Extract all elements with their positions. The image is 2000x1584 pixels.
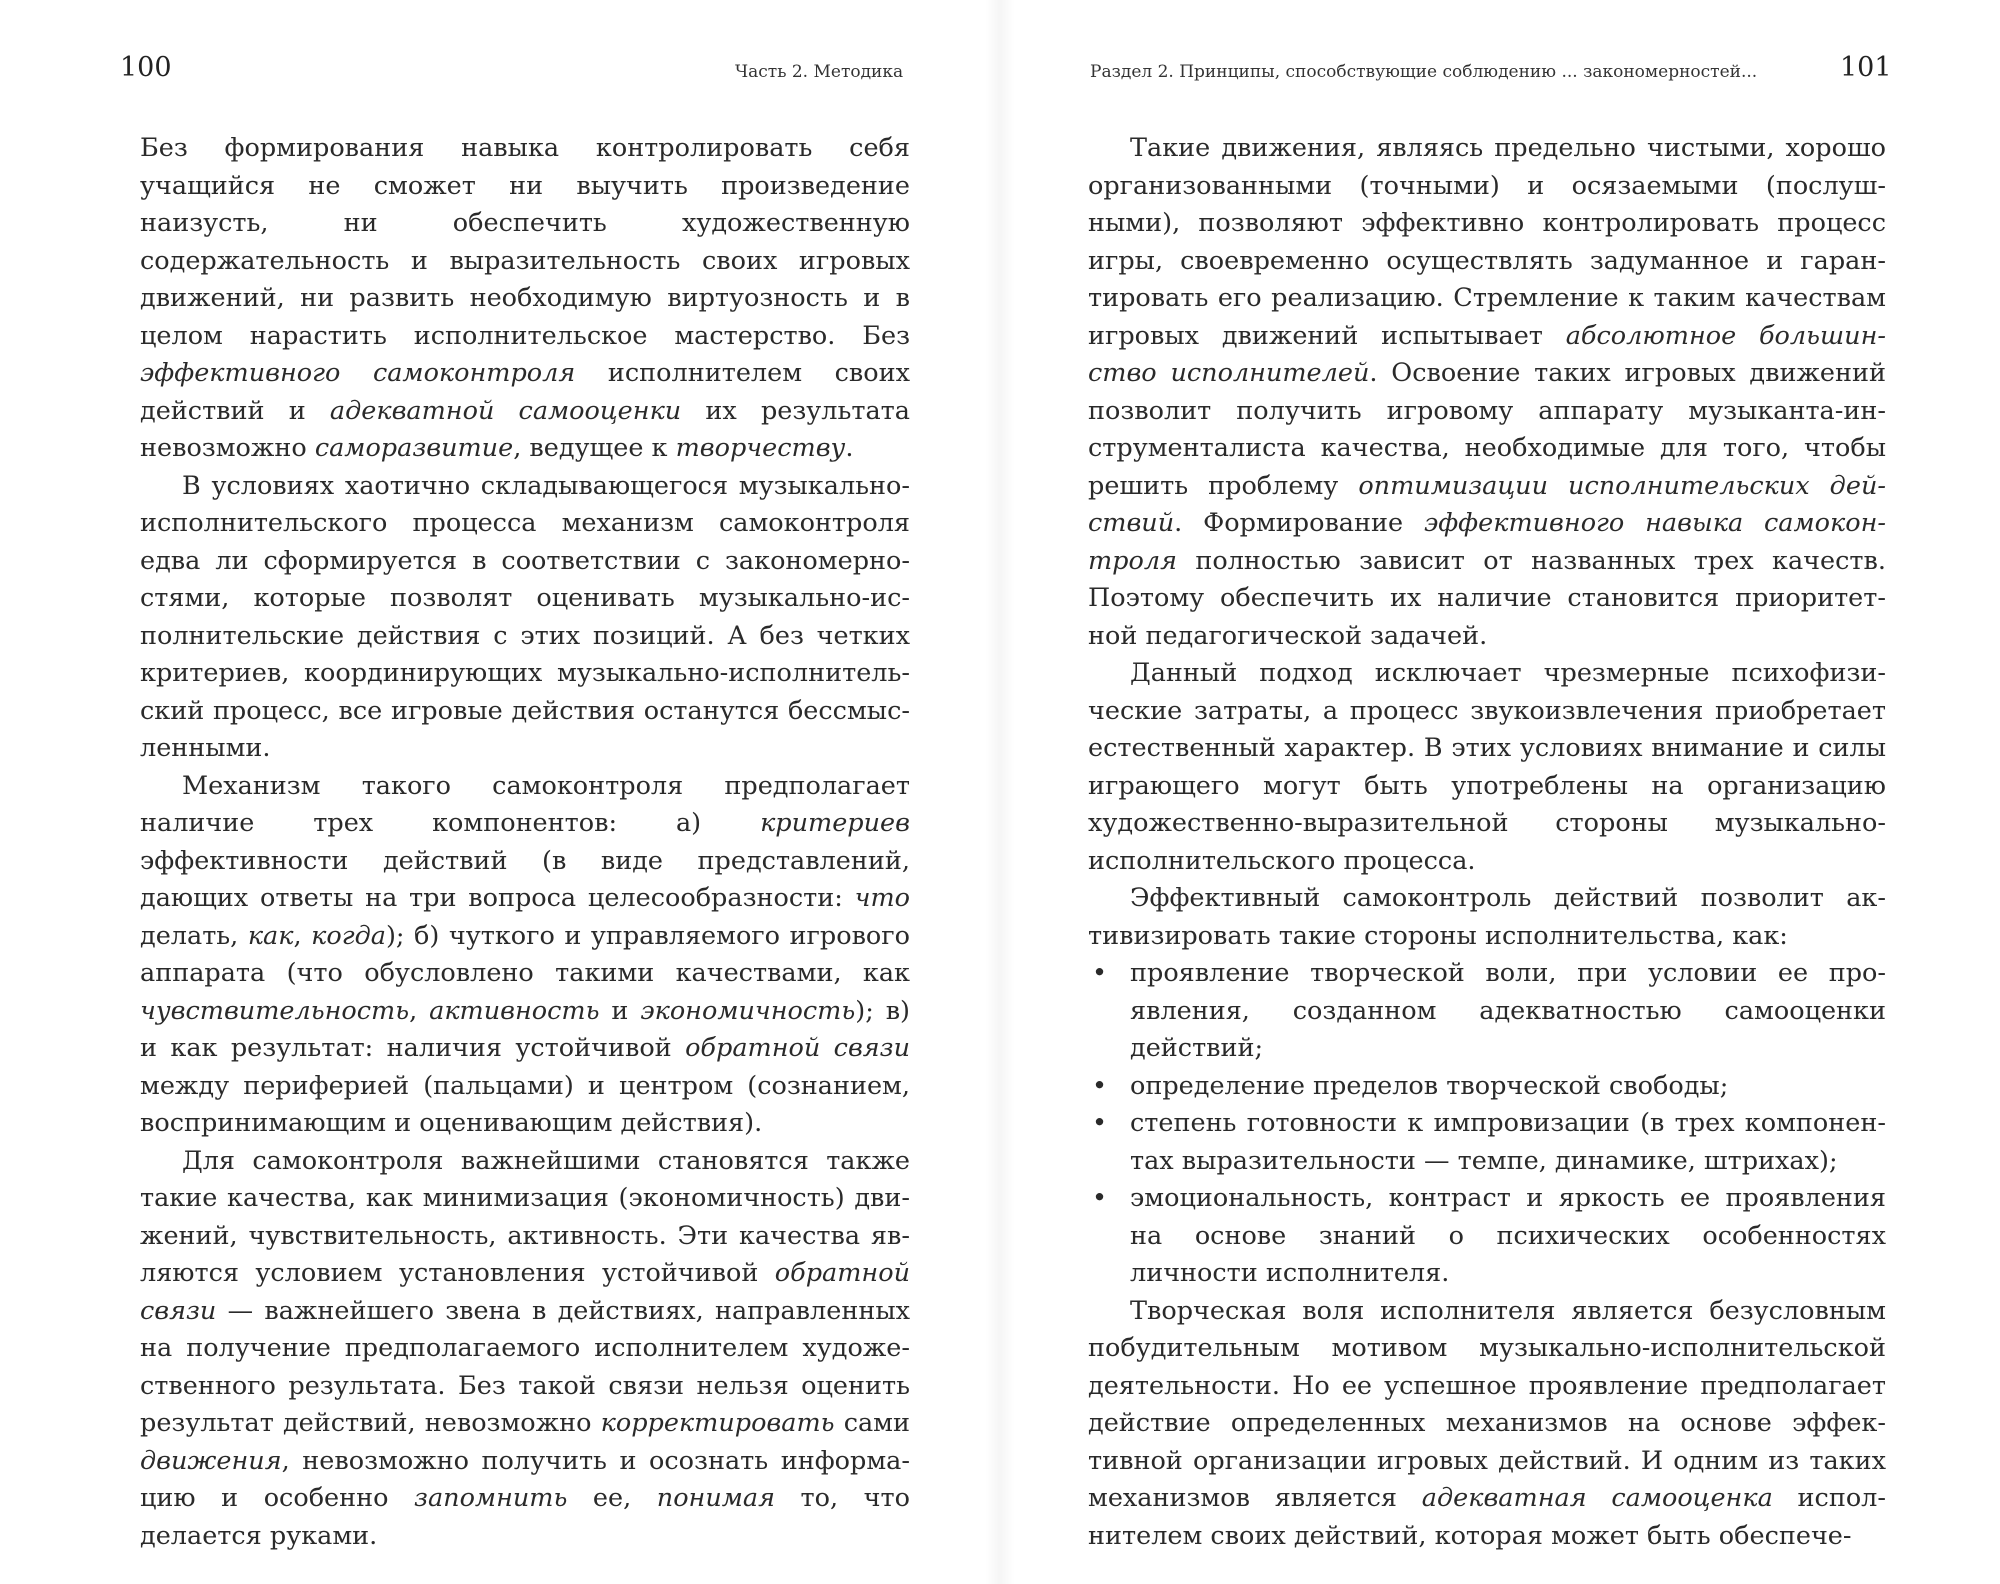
text-segment: делать,	[140, 920, 248, 951]
list-item-text: определение пределов творческой свободы;	[1130, 1070, 1729, 1101]
list-item-text: проявление творческой воли, при условии ее проявления, созданном адекватностью самооценки действий;	[1130, 958, 1886, 1063]
text-segment: Механизм такого самоконтроля предполагает наличие трех компонентов: а)	[140, 770, 910, 838]
italic-text-segment: оптимизации исполнительских действий	[1088, 470, 1886, 538]
text-segment: , ведущее к	[513, 433, 676, 463]
list-item	[1088, 955, 1886, 1068]
italic-text-segment: понимая	[656, 1483, 775, 1513]
italic-text-segment: саморазвитие	[314, 433, 514, 463]
right-body-text	[1088, 130, 1886, 1555]
italic-text-segment: творчеству	[675, 433, 846, 463]
right-running-header: Раздел 2. Принципы, способствующие соблюдению ... закономерностей...	[1090, 62, 1758, 82]
text-segment: ,	[293, 920, 312, 951]
italic-text-segment: чувствительность	[140, 995, 410, 1026]
italic-text-segment: адекватная самооценка	[1421, 1483, 1773, 1513]
italic-text-segment: корректировать	[600, 1408, 835, 1438]
italic-text-segment: эффективного навыка самоконтроля	[1088, 508, 1886, 576]
text-segment: Творческая воля исполнителя является безусловным побудительным мотивом музыкально-исполнительской деятельности. Но ее успешное проявление предполагает действие определенных механизмов на основе эффективной организации игровых действий. И одним из таких механизмов является	[1088, 1295, 1886, 1513]
text-segment: ); в) и как результат: наличия устойчивой	[140, 995, 910, 1063]
text-segment: то, что делается руками.	[140, 1483, 910, 1551]
bullet-list	[1088, 955, 1886, 1293]
text-segment: Эффективный самоконтроль действий позволит активизировать такие стороны исполнительства, как:	[1088, 883, 1886, 951]
italic-text-segment: что	[854, 883, 910, 913]
italic-text-segment: адекватной самооценки	[329, 395, 682, 426]
text-segment: Без формирования навыка контролировать себя учащийся не сможет ни выучить произведение наизусть, ни обеспечить художественную содержательность и выразительность своих игровых движений, ни развить необходимую виртуозность и в целом нарастить исполнительское мастерство. Без	[140, 133, 910, 351]
text-segment: ,	[409, 995, 430, 1026]
italic-text-segment: абсолютное большинство исполнителей	[1088, 320, 1886, 388]
paragraph	[140, 768, 910, 1143]
bullet-icon: •	[1092, 1183, 1108, 1213]
left-running-header: Часть 2. Методика	[735, 62, 904, 82]
text-segment: Такие движения, являясь предельно чистыми, хорошо организованными (точными) и осязаемыми (послушными), позволяют эффективно контролировать процесс игры, своевременно осуществлять задуманное и гарантировать его реализацию. Стремление к таким качествам игровых движений испытывает	[1088, 133, 1886, 351]
italic-text-segment: активность	[429, 995, 600, 1026]
text-segment: — важнейшего звена в действиях, направленных на получение предполагаемого исполнителем художественного результата. Без такой связи нельзя оценить результат действий, невозможно	[140, 1295, 910, 1438]
text-segment: исполнителем своих действий и	[140, 358, 911, 426]
list-item	[1088, 1180, 1886, 1293]
list-item-text: степень готовности к импровизации (в трех компонентах выразительности — темпе, динамике, штрихах);	[1130, 1108, 1886, 1176]
text-segment: Данный подход исключает чрезмерные психофизические затраты, а процесс звукоизвлечения приобретает естественный характер. В этих условиях внимание и силы играющего могут быть употреблены на организацию художественно-выразительной стороны музыкально-исполнительского процесса.	[1088, 658, 1886, 876]
bullet-icon: •	[1092, 1070, 1108, 1101]
text-segment: полностью зависит от названных трех качеств. Поэтому обеспечить их наличие становится приоритетной педагогической задачей.	[1088, 545, 1886, 651]
italic-text-segment: движения	[140, 1445, 282, 1476]
paragraph	[140, 1143, 910, 1556]
text-segment: , невозможно получить и осознать информацию и особенно	[140, 1445, 910, 1513]
text-segment: Для самоконтроля важнейшими становятся также такие качества, как минимизация (экономичность) движений, чувствительность, активность. Эти качества являются условием установления устойчивой	[140, 1145, 910, 1288]
italic-text-segment: обратной связи	[685, 1033, 911, 1063]
text-segment: . Освоение таких игровых движений позволит получить игровому аппарату музыканта-инструменталиста качества, необходимые для того, чтобы решить проблему	[1088, 358, 1886, 501]
text-segment: .	[845, 433, 854, 463]
text-segment: между периферией (пальцами) и центром (сознанием, воспринимающим и оценивающим действия).	[140, 1070, 910, 1138]
italic-text-segment: критериев	[760, 808, 910, 838]
text-segment: В условиях хаотично складывающегося музыкально-исполнительского процесса механизм самоконтроля едва ли сформируется в соответствии с закономерностями, которые позволят оценивать музыкально-исполнительские действия с этих позиций. А без четких критериев, координирующих музыкально-исполнительский процесс, все игровые действия останутся бессмысленными.	[140, 470, 910, 763]
italic-text-segment: обратной связи	[140, 1258, 910, 1326]
paragraph	[1088, 880, 1886, 955]
text-segment: эффективности действий (в виде представлений, дающих ответы на три вопроса целесообразности:	[140, 845, 910, 913]
left-body-text	[140, 130, 910, 1555]
italic-text-segment: когда	[311, 920, 386, 951]
paragraph	[140, 130, 910, 468]
italic-text-segment: эффективного самоконтроля	[140, 358, 576, 388]
paragraph	[1088, 655, 1886, 880]
text-segment: и	[599, 995, 641, 1026]
bullet-icon: •	[1092, 958, 1108, 988]
bullet-icon: •	[1092, 1108, 1108, 1138]
italic-text-segment: запомнить	[414, 1483, 568, 1513]
italic-text-segment: экономичность	[640, 995, 856, 1026]
italic-text-segment: как	[247, 920, 294, 951]
text-segment: их результата невозможно	[140, 395, 910, 463]
text-segment: исполнителем своих действий, которая может быть обеспече-	[1088, 1483, 1886, 1551]
list-item-text: эмоциональность, контраст и яркость ее проявления на основе знаний о психических особенностях личности исполнителя.	[1130, 1183, 1886, 1288]
left-page-number: 100	[120, 52, 172, 83]
list-item	[1088, 1105, 1886, 1180]
paragraph	[1088, 1293, 1886, 1556]
text-segment: сами	[834, 1408, 911, 1438]
list-item	[1088, 1068, 1886, 1106]
text-segment: ее,	[567, 1483, 657, 1513]
text-segment: ); б) чуткого и управляемого игрового аппарата (что обусловлено такими качествами, как	[140, 920, 910, 988]
paragraph	[1088, 130, 1886, 655]
paragraph	[140, 468, 910, 768]
right-page-number: 101	[1840, 52, 1892, 83]
right-page	[1000, 0, 2000, 1584]
text-segment: . Формирование	[1174, 508, 1424, 538]
